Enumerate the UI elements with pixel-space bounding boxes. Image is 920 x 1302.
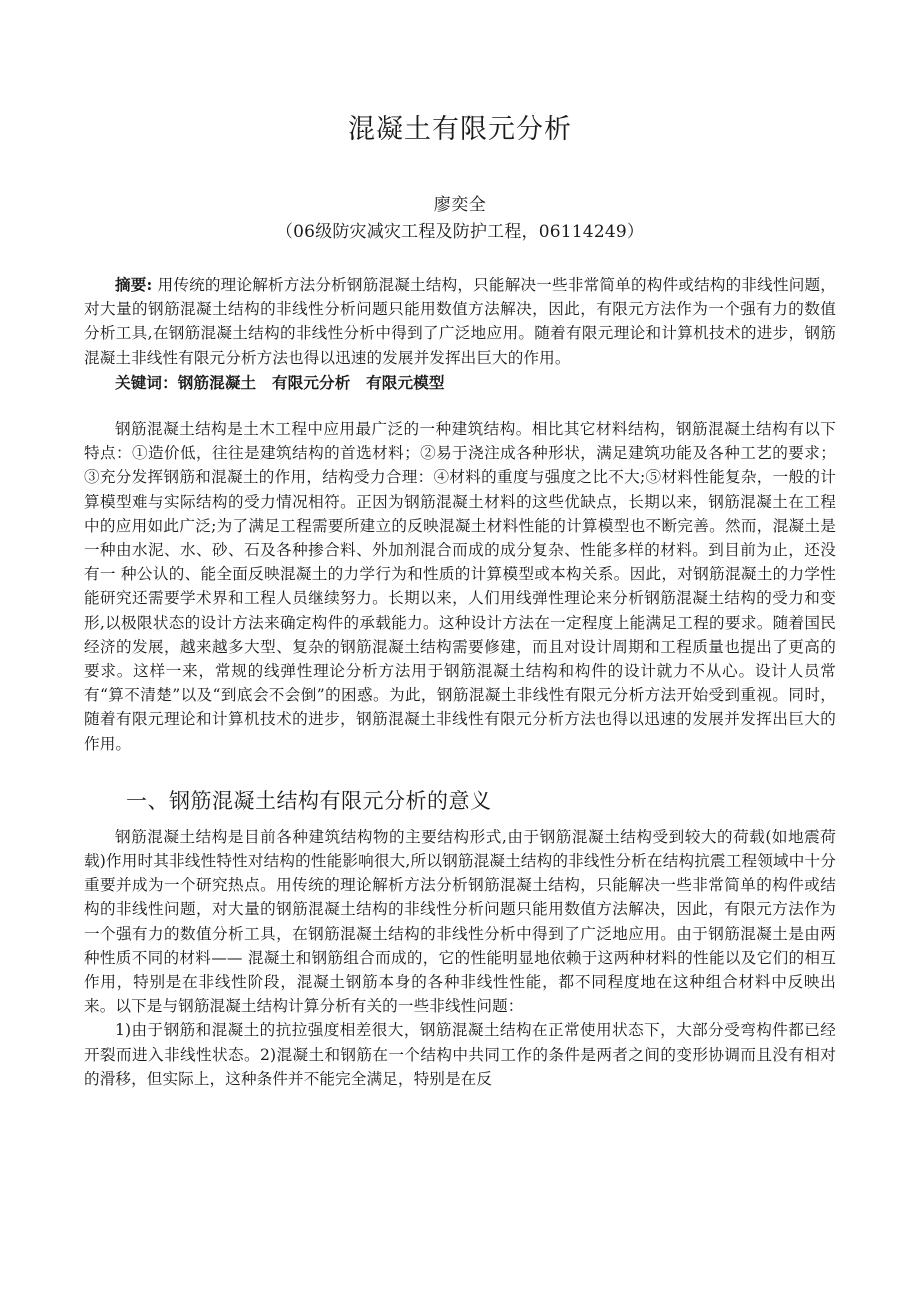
section-1-heading: 一、钢筋混凝土结构有限元分析的意义 bbox=[126, 788, 492, 813]
keywords-line: 关键词：钢筋混凝土 有限元分析 有限元模型 bbox=[115, 372, 445, 392]
abstract-paragraph bbox=[84, 244, 836, 370]
section-1-paragraph-1: 钢筋混凝土结构是目前各种建筑结构物的主要结构形式,由于钢筋混凝土结构受到较大的荷载(如地震荷载)作用时其非线性特性对结构的性能影响很大,所以钢筋混凝土结构的非线性分析在结构抗震工程领域中十分重要并成为一个研究热点。用传统的理论解析方法分析钢筋混凝土结构，只能解决一些非常简单的构件或结构的非线性问题，对大量的钢筋混凝土结构的非线性分析问题只能用数值方法解决，因此，有限元方法作为一个强有力的数值分析工具，在钢筋混凝土结构的非线性分析中得到了广泛地应用。由于钢筋混凝土是由两种性质不同的材料—— 混凝土和钢筋组合而成的，它的性能明显地依赖于这两种材料的性能以及它们的相互作用，特别是在非线性阶段，混凝土钢筋本身的各种非线性性能，都不同程度地在这种组合材料中反映出来。以下是与钢筋混凝土结构计算分析有关的一些非线性问题： bbox=[84, 827, 836, 1016]
author-affiliation: （06级防灾减灾工程及防护工程，06114249） bbox=[275, 222, 645, 242]
author-name: 廖奕全 bbox=[433, 195, 487, 215]
introduction-paragraph: 钢筋混凝土结构是土木工程中应用最广泛的一种建筑结构。相比其它材料结构，钢筋混凝土结构有以下特点：①造价低，往往是建筑结构的首选材料；②易于浇注成各种形状，满足建筑功能及各种工艺的要求；③充分发挥钢筋和混凝土的作用，结构受力合理：④材料的重度与强度之比不大;⑤材料性能复杂，一般的计算模型难与实际结构的受力情况相符。正因为钢筋混凝土材料的这些优缺点，长期以来，钢筋混凝土在工程中的应用如此广泛;为了满足工程需要所建立的反映混凝土材料性能的计算模型也不断完善。然而，混凝土是一种由水泥、水、砂、石及各种掺合料、外加剂混合而成的成分复杂、性能多样的材料。到目前为止，还没有一 种公认的、能全面反映混凝土的力学行为和性质的计算模型或本构关系。因此，对钢筋混凝土的力学性能研究还需要学术界和工程人员继续努力。长期以来，人们用线弹性理论来分析钢筋混凝土结构的受力和变形,以极限状态的设计方法来确定构件的承载能力。这种设计方法在一定程度上能满足工程的要求。随着国民经济的发展，越来越多大型、复杂的钢筋混凝土结构需要修建，而且对设计周期和工程质量也提出了更高的要求。这样一来，常规的线弹性理论分析方法用于钢筋混凝土结构和构件的设计就力不从心。设计人员常有“算不清楚”以及“到底会不会倒”的困惑。为此，钢筋混凝土非线性有限元分析方法开始受到重视。同时，随着有限元理论和计算机技术的进步，钢筋混凝土非线性有限元分析方法也得以迅速的发展并发挥出巨大的作用。 bbox=[84, 420, 836, 753]
page-title: 混凝土有限元分析 bbox=[348, 114, 572, 145]
page-content bbox=[84, 0, 836, 1091]
abstract-text: 用传统的理论解析方法分析钢筋混凝土结构，只能解决一些非常简单的构件或结构的非线性问题，对大量的钢筋混凝土结构的非线性分析问题只能用数值方法解决，因此，有限元方法作为一个强有力的数值分析工具,在钢筋混凝土结构的非线性分析中得到了广泛地应用。随着有限元理论和计算机技术的进步，钢筋混凝土非线性有限元分析方法也得以迅速的发展并发挥出巨大的作用。 bbox=[84, 276, 836, 367]
section-1-paragraph-2: 1)由于钢筋和混凝土的抗拉强度相差很大，钢筋混凝土结构在正常使用状态下，大部分受弯构件都已经开裂而进入非线性状态。2)混凝土和钢筋在一个结构中共同工作的条件是两者之间的变形协调而且没有相对的滑移，但实际上，这种条件并不能完全满足，特别是在反 bbox=[84, 1021, 836, 1088]
abstract-label: 摘要: bbox=[115, 275, 153, 294]
